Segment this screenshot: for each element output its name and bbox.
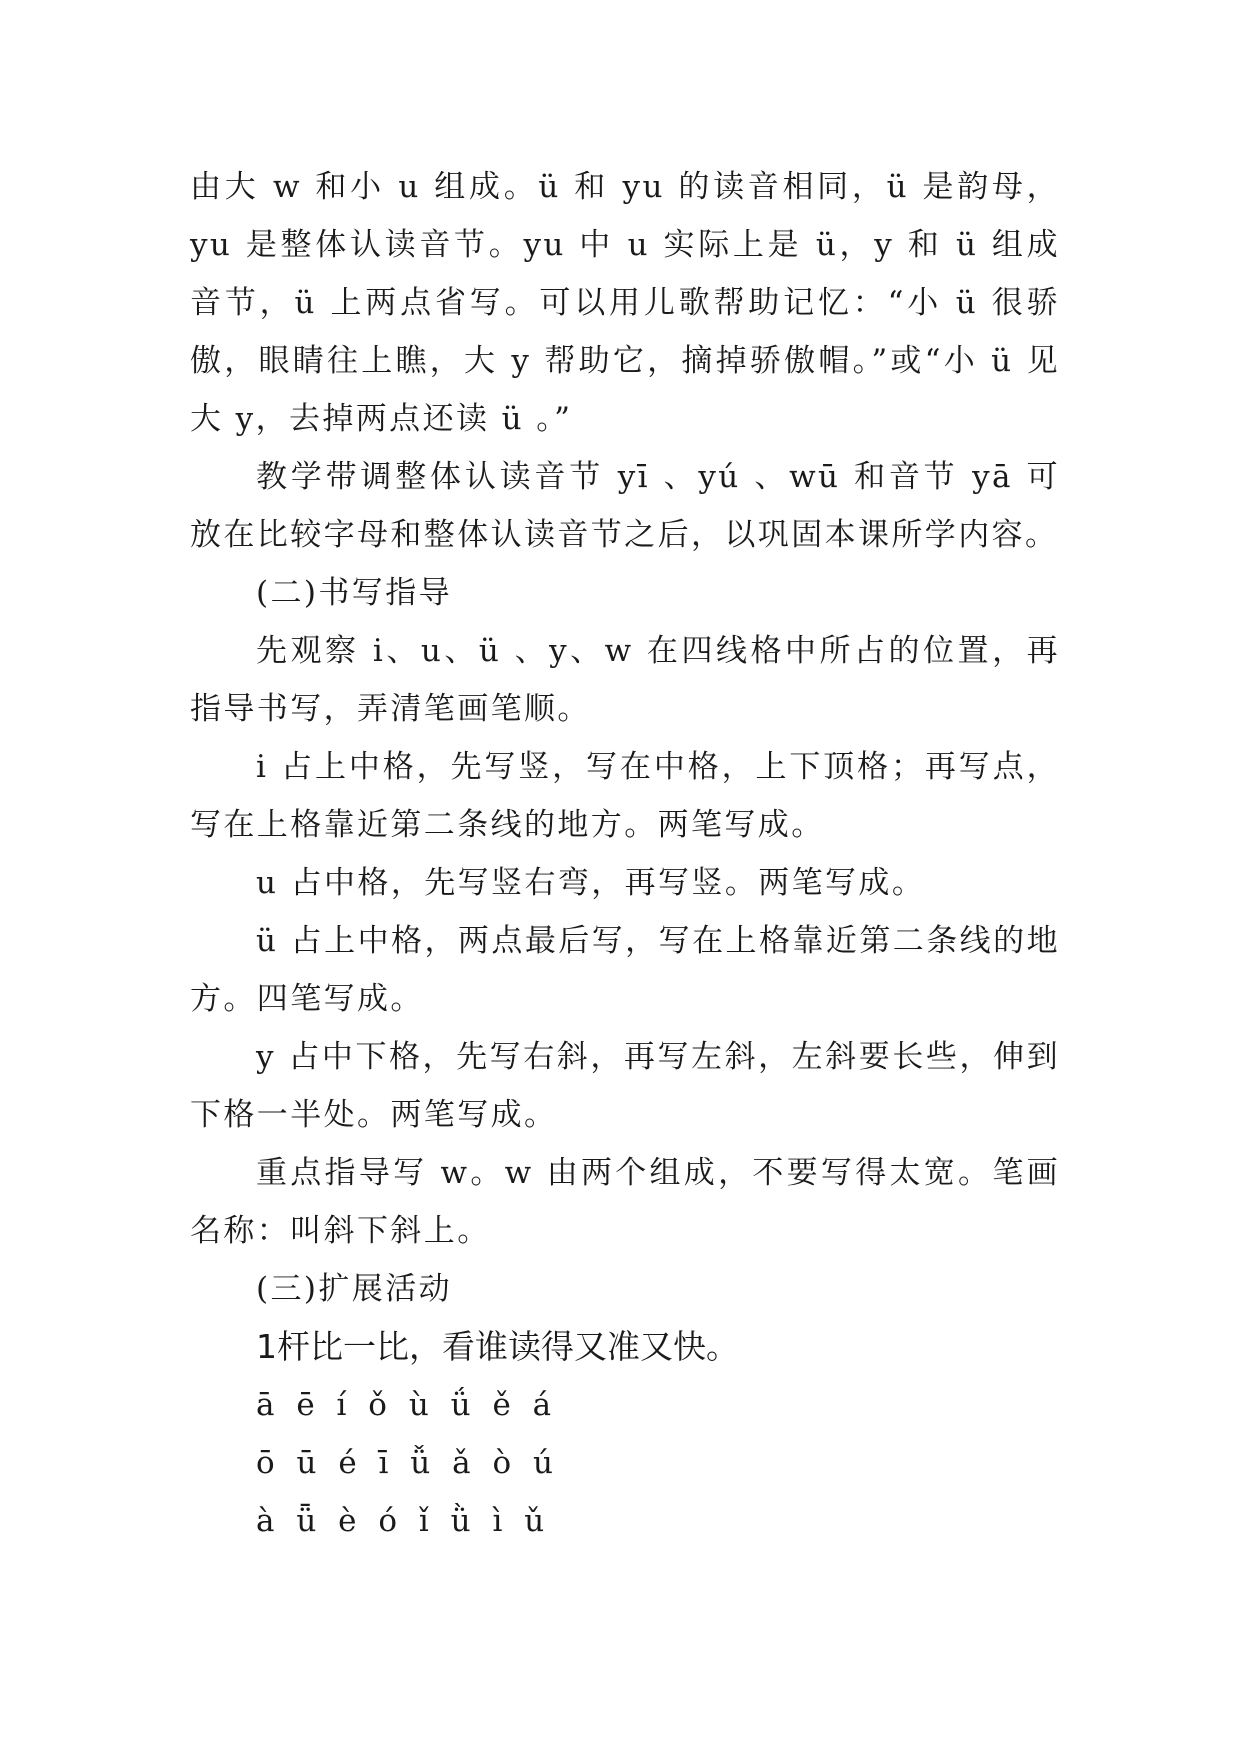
paragraph-letter-u: u 占中格，先写竖右弯，再写竖。两笔写成。 [256, 865, 926, 901]
pinyin-row: ō ū é ī ǚ ǎ ò ú [256, 1445, 553, 1481]
paragraph-letter-i: i 占上中格，先写竖，写在中格，上下顶格；再写点，写在上格靠近第二条线的地方。两笔写成。 [190, 749, 1060, 843]
paragraph-letter-y: y 占中下格，先写右斜，再写左斜，左斜要长些，伸到下格一半处。两笔写成。 [190, 1039, 1060, 1133]
paragraph-compete: 1杆比一比，看谁读得又准又快。 [256, 1327, 739, 1366]
paragraph-letter-w: 重点指导写 w。w 由两个组成，不要写得太宽。笔画名称：叫斜下斜上。 [190, 1155, 1060, 1249]
document-page [190, 158, 1060, 1550]
section-heading-writing: (二)书写指导 [256, 575, 452, 611]
pinyin-row: à ǖ è ó ǐ ǜ ì ǔ [256, 1503, 545, 1539]
paragraph-observe: 先观察 i、u、ü 、y、w 在四线格中所占的位置，再指导书写，弄清笔画笔顺。 [190, 633, 1060, 727]
paragraph-letter-u-umlaut: ü 占上中格，两点最后写，写在上格靠近第二条线的地方。四笔写成。 [190, 923, 1060, 1017]
pinyin-row: ā ē í ǒ ù ǘ ě á [256, 1387, 552, 1423]
paragraph-yu-explanation: 由大 w 和小 u 组成。ü 和 yu 的读音相同，ü 是韵母，yu 是整体认读音节。yu 中 u 实际上是 ü，y 和 ü 组成音节，ü 上两点省写。可以用儿歌帮助记忆：“小 ü 很骄傲，眼睛往上瞧，大 y 帮助它，摘掉骄傲帽。”或“小 ü 见大 y，去掉两点还读 ü 。” [190, 169, 1060, 437]
paragraph-tone-syllables: 教学带调整体认读音节 yī 、yú 、wū 和音节 yā 可放在比较字母和整体认读音节之后，以巩固本课所学内容。 [190, 459, 1060, 553]
section-heading-activities: (三)扩展活动 [256, 1271, 452, 1307]
